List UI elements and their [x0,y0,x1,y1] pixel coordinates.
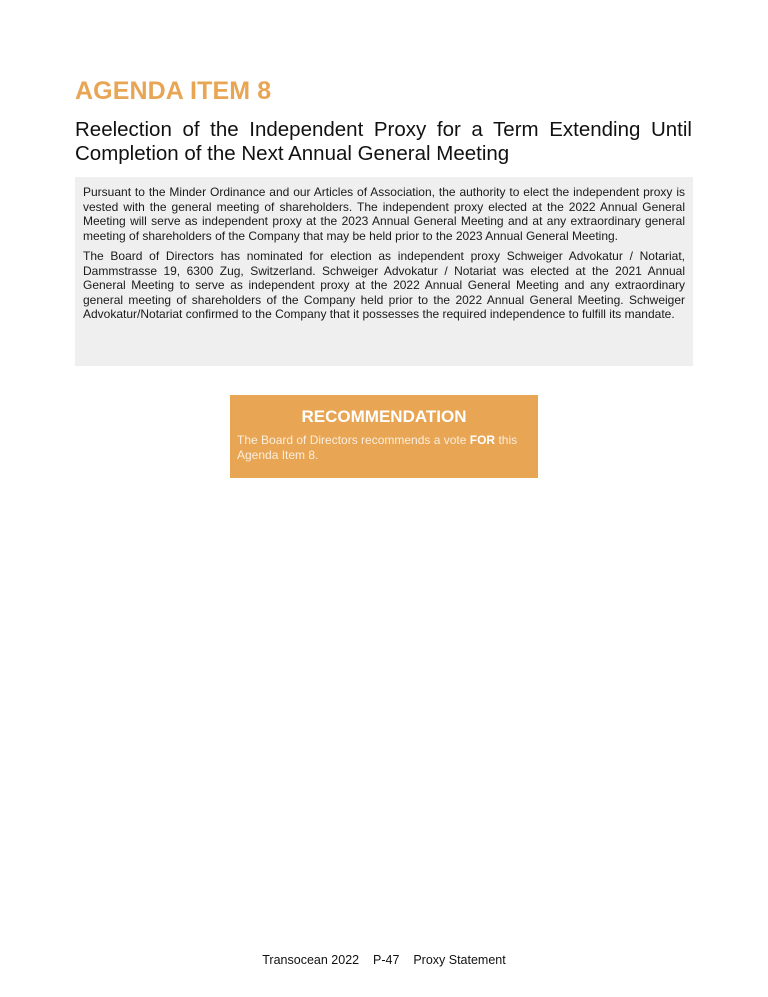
proposal-paragraph-2: The Board of Directors has nominated for election as independent proxy Schweiger Advokatur / Notariat, Dammstrasse 19, 6300 Zug, Switzerland. Schweiger Advokatur / Notariat was elected at the 2021 Annual General Meeting to serve as independent proxy at the 2022 Annual General Meeting and any extraordinary general meeting of shareholders of the Company held prior to the 2022 Annual General Meeting. Schweiger Advokatur/Notariat confirmed to the Company that it possesses the required independence to fulfill its mandate. [83,249,685,321]
recommendation-box [230,395,538,478]
footer-page-number: P-47 [373,953,400,967]
recommendation-vote-emphasis: FOR [469,433,496,447]
footer-document-title: Proxy Statement [413,953,506,967]
footer-company: Transocean 2022 [262,953,360,967]
page-footer [0,953,768,967]
recommendation-heading: RECOMMENDATION [301,407,467,426]
recommendation-text-after: this Agenda Item 8. [237,433,518,462]
recommendation-text-before: The Board of Directors recommends a vote [237,433,470,447]
agenda-item-title: Reelection of the Independent Proxy for a Term Extending Until Completion of the Next Annual General Meeting [75,118,692,165]
agenda-item-label: AGENDA ITEM 8 [75,77,272,105]
proposal-description-box [75,177,693,366]
recommendation-text [237,433,531,462]
proposal-paragraph-1: Pursuant to the Minder Ordinance and our Articles of Association, the authority to elect the independent proxy is vested with the general meeting of shareholders. The independent proxy elected at the 2022 Annual General Meeting will serve as independent proxy at the 2023 Annual General Meeting and at any extraordinary general meeting of shareholders of the Company that may be held prior to the 2023 Annual General Meeting. [83,185,685,243]
